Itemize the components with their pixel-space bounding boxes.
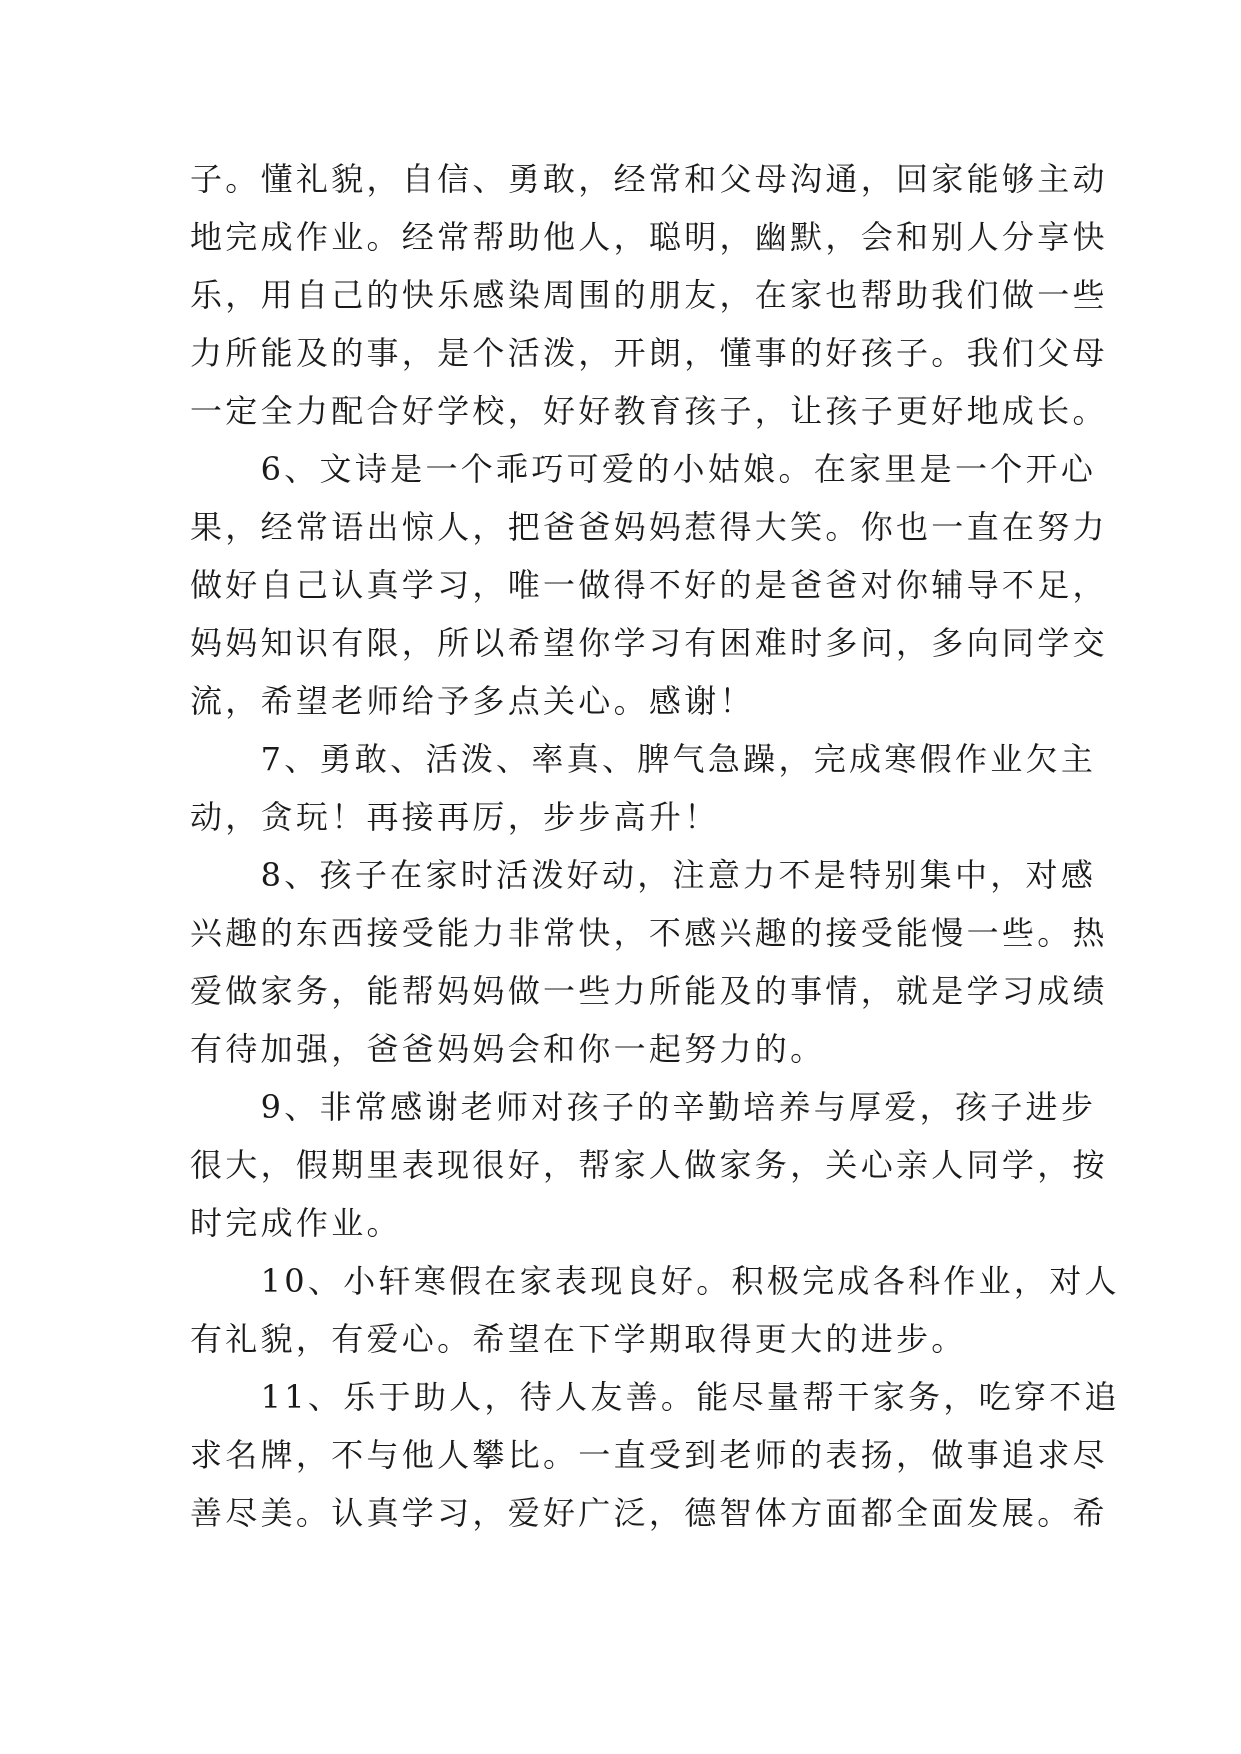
text-line: 求名牌，不与他人攀比。一直受到老师的表扬，做事追求尽 bbox=[190, 1436, 1108, 1474]
text-line: 力所能及的事，是个活泼，开朗，懂事的好孩子。我们父母 bbox=[190, 334, 1108, 372]
document-body bbox=[190, 150, 1120, 1542]
text-line: 10、小轩寒假在家表现良好。积极完成各科作业，对人 bbox=[190, 1262, 1120, 1300]
text-line: 很大，假期里表现很好，帮家人做家务，关心亲人同学，按 bbox=[190, 1146, 1108, 1184]
text-line: 8、孩子在家时活泼好动，注意力不是特别集中，对感 bbox=[190, 856, 1097, 894]
text-line: 11、乐于助人，待人友善。能尽量帮干家务，吃穿不追 bbox=[190, 1378, 1120, 1416]
text-line: 果，经常语出惊人，把爸爸妈妈惹得大笑。你也一直在努力 bbox=[190, 508, 1108, 546]
text-line: 时完成作业。 bbox=[190, 1204, 402, 1242]
text-line: 做好自己认真学习，唯一做得不好的是爸爸对你辅导不足， bbox=[190, 566, 1108, 604]
text-line: 善尽美。认真学习，爱好广泛，德智体方面都全面发展。希 bbox=[190, 1494, 1108, 1532]
text-line: 地完成作业。经常帮助他人，聪明，幽默，会和别人分享快 bbox=[190, 218, 1108, 256]
text-line: 7、勇敢、活泼、率真、脾气急躁，完成寒假作业欠主 bbox=[190, 740, 1097, 778]
text-line: 流，希望老师给予多点关心。感谢！ bbox=[190, 682, 755, 720]
text-line: 一定全力配合好学校，好好教育孩子，让孩子更好地成长。 bbox=[190, 392, 1108, 430]
text-line: 乐，用自己的快乐感染周围的朋友，在家也帮助我们做一些 bbox=[190, 276, 1108, 314]
text-line: 6、文诗是一个乖巧可爱的小姑娘。在家里是一个开心 bbox=[190, 450, 1097, 488]
text-line: 爱做家务，能帮妈妈做一些力所能及的事情，就是学习成绩 bbox=[190, 972, 1108, 1010]
text-line: 子。懂礼貌，自信、勇敢，经常和父母沟通，回家能够主动 bbox=[190, 160, 1108, 198]
text-line: 9、非常感谢老师对孩子的辛勤培养与厚爱，孩子进步 bbox=[190, 1088, 1097, 1126]
text-line: 有待加强，爸爸妈妈会和你一起努力的。 bbox=[190, 1030, 826, 1068]
text-line: 兴趣的东西接受能力非常快，不感兴趣的接受能慢一些。热 bbox=[190, 914, 1108, 952]
text-line: 妈妈知识有限，所以希望你学习有困难时多问，多向同学交 bbox=[190, 624, 1108, 662]
text-line: 动，贪玩！再接再厉，步步高升！ bbox=[190, 798, 720, 836]
text-line: 有礼貌，有爱心。希望在下学期取得更大的进步。 bbox=[190, 1320, 967, 1358]
